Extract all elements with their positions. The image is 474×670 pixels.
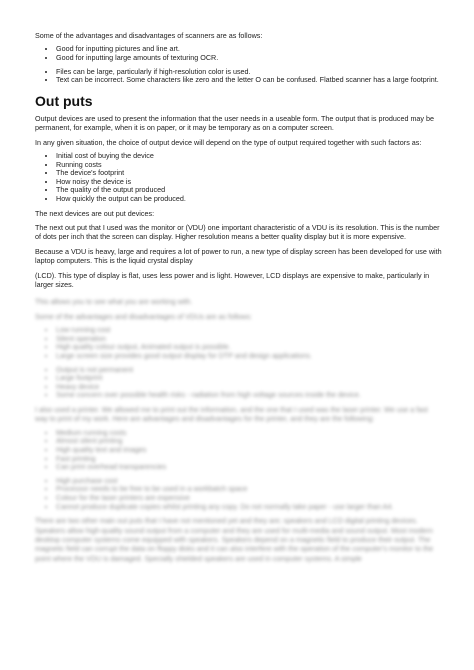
paragraph: There are two other main out puts that I have not mentioned yet and they are; speakers and LCD digital printing devices. Speakers allow high-quality sound output from a computer and they are used for multi-media and sound output. Most modern desktop computer systems come equipped with speakers. Speakers depend on a magnetic field to produce their output. The magnetic field can corrupt the data on floppy disks and it can also interfere with the operation of the computer's monitor to the point where the VDU is damaged. Specially shielded speakers are used in computer systems. A simple xyxy=(35,516,434,563)
list-item: • How quickly the output can be produced. xyxy=(56,195,442,204)
list-item: • Output is not permanent xyxy=(56,366,442,375)
list-item: • Fast printing xyxy=(56,455,442,464)
vdu-disadvantages-list xyxy=(35,366,442,400)
list-item: • Good for inputting large amounts of texturing OCR. xyxy=(56,54,442,63)
list-item: • Initial cost of buying the device xyxy=(56,152,442,161)
blurred-preview-section xyxy=(35,297,442,563)
list-item: • Processor needs to be free to be used in a workbatch space xyxy=(56,485,442,494)
scanner-disadvantages-list xyxy=(35,68,442,85)
list-item: • Silent operation xyxy=(56,335,442,344)
list-item: • High quality text and images xyxy=(56,446,442,455)
list-item: • Medium running costs xyxy=(56,429,442,438)
paragraph: The next out put that I used was the monitor or (VDU) one important characteristic of a VDU is its resolution. This is the number of dots per inch that the screen can display. Higher resolution means a better quality display but it is more expensive. xyxy=(35,222,440,242)
list-item: • Some concern over possible health risks - radiation from high voltage sources inside the device. xyxy=(56,391,442,400)
section-heading: Out puts xyxy=(35,92,93,109)
paragraph: The next devices are out put devices: xyxy=(35,208,155,218)
printer-advantages-list xyxy=(35,429,442,472)
paragraph: Because a VDU is heavy, large and requires a lot of power to run, a new type of display screen has been developed for use with laptop computers. This is the liquid crystal display xyxy=(35,246,442,266)
list-item: • Large footprint xyxy=(56,374,442,383)
factors-list xyxy=(35,152,442,204)
list-item: • Almost silent printing xyxy=(56,437,442,446)
list-item: • High quality colour output, Animated output is possible. xyxy=(56,343,442,352)
list-item: • High purchase cost xyxy=(56,477,442,486)
vdu-advantages-list xyxy=(35,326,442,360)
list-item: • How noisy the device is xyxy=(56,178,442,187)
paragraph: This allows you to see what you are working with. xyxy=(35,297,193,307)
list-item: • Running costs xyxy=(56,161,442,170)
list-item: • Text can be incorrect. Some characters like zero and the letter O can be confused. Flatbed scanner has a large footprint. xyxy=(56,76,442,85)
list-item: • The quality of the output produced xyxy=(56,186,442,195)
list-item: • Heavy device xyxy=(56,383,442,392)
paragraph: (LCD). This type of display is flat, uses less power and is light. However, LCD displays are expensive to make, particularly in larger sizes. xyxy=(35,270,430,289)
list-item: • Colour for the laser printers are expensive xyxy=(56,494,442,503)
scanner-intro: Some of the advantages and disadvantages of scanners are as follows: xyxy=(35,31,263,40)
list-item: • Can print overhead transparencies xyxy=(56,463,442,472)
scanner-advantages-list xyxy=(35,45,442,62)
printer-disadvantages-list xyxy=(35,477,442,511)
list-item: • Low running cost xyxy=(56,326,442,335)
list-item: • Files can be large, particularly if high-resolution color is used. xyxy=(56,68,442,77)
paragraph: In any given situation, the choice of output device will depend on the type of output required together with such factors as: xyxy=(35,137,422,147)
list-item: • The device's footprint xyxy=(56,169,442,178)
paragraph: I also used a printer. We allowed me to print out the information, and the one that I used was the laser printer. We use a fast way to print of my work. Here are advantages and disadvantages for the printer, and they are the following: xyxy=(35,404,428,424)
list-item: • Cannot produce duplicate copies whilst printing any copy. Do not normally take paper - use larger than A4. xyxy=(56,503,442,512)
paragraph: Some of the advantages and disadvantages of VDUs are as follows: xyxy=(35,311,252,321)
list-item: • Large screen size provides good output display for DTP and design applications. xyxy=(56,352,442,361)
list-item: • Good for inputting pictures and line art. xyxy=(56,45,442,54)
paragraph: Output devices are used to present the information that the user needs in a useable form. The output that is produced may be permanent, for example, when it is on paper, or it may be temporary as on a computer screen. xyxy=(35,113,435,133)
